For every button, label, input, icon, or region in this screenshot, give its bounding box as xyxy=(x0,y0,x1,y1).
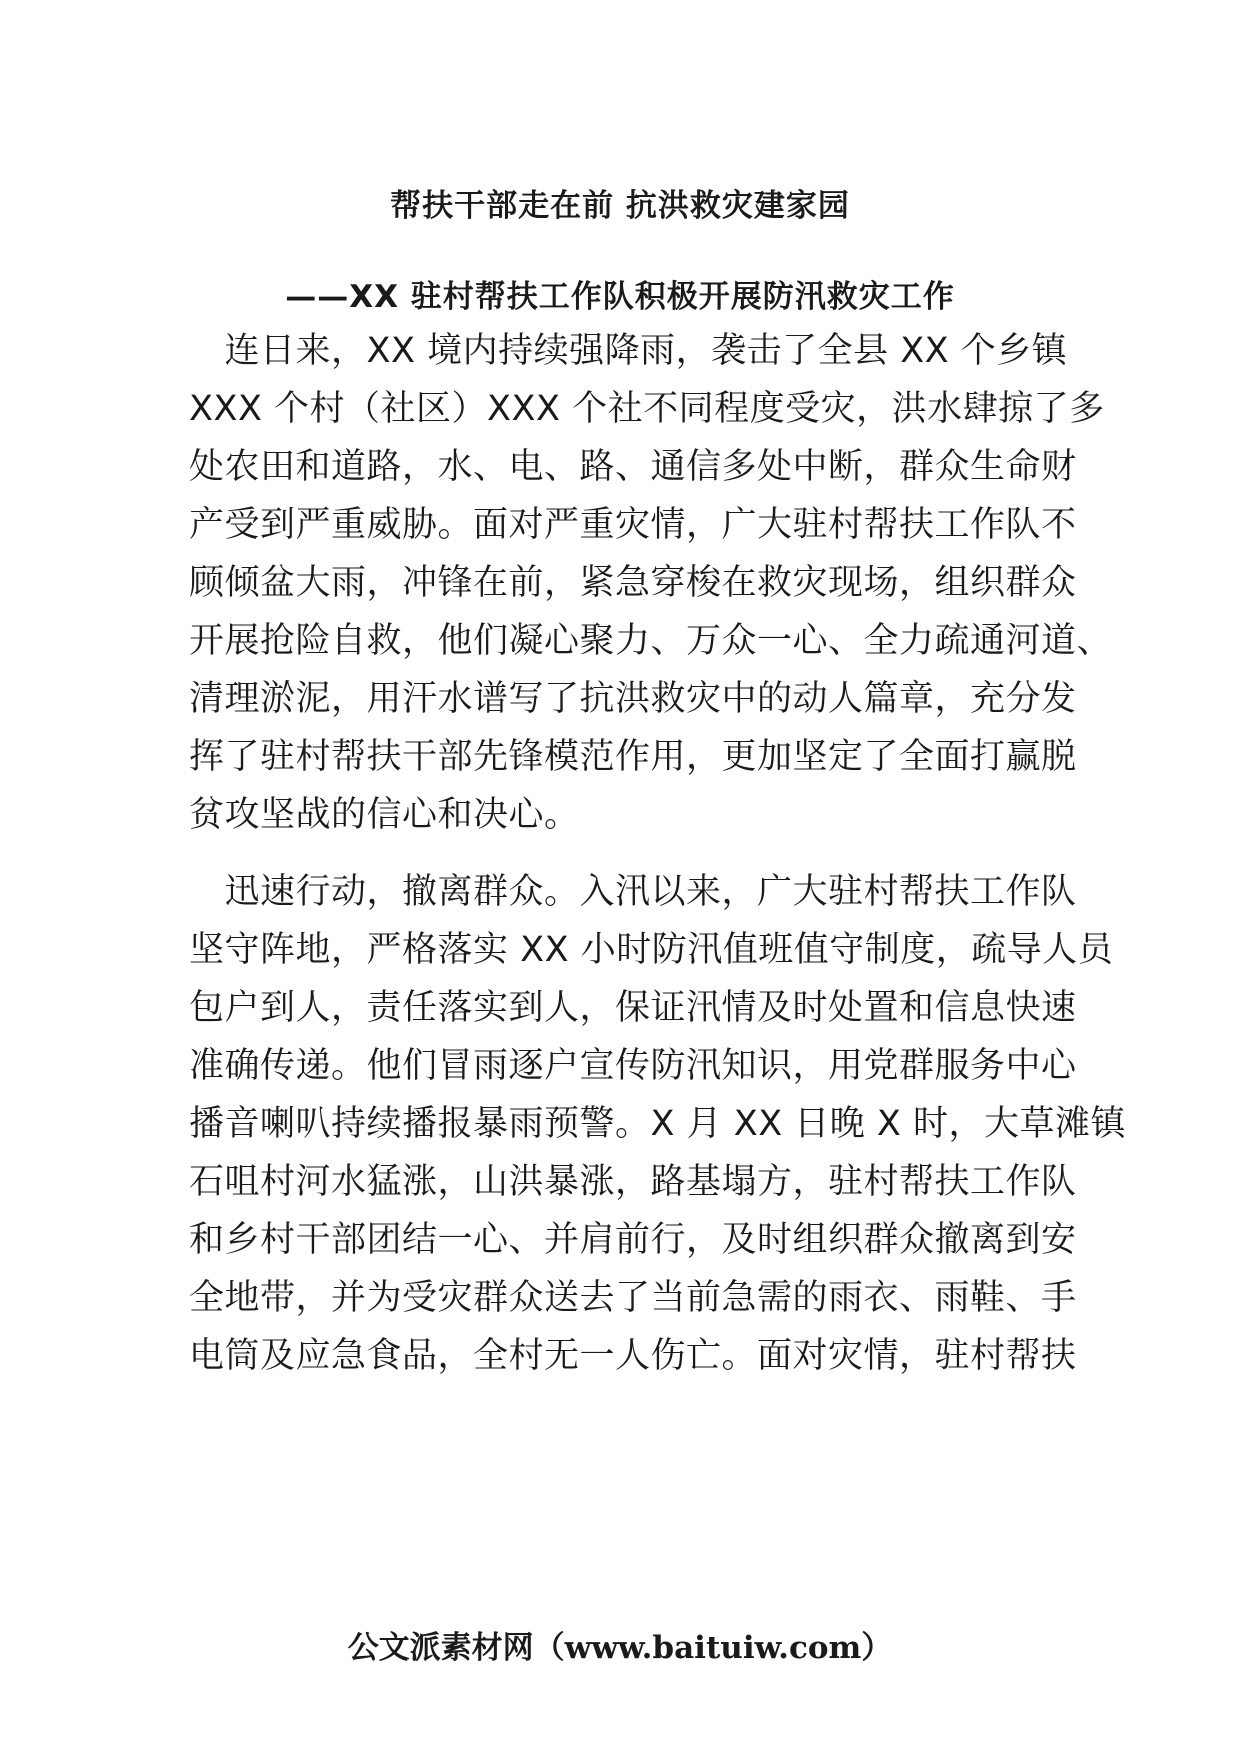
paragraph-line: 开展抢险自救，他们凝心聚力、万众一心、全力疏通河道、 xyxy=(189,621,1113,661)
paragraph-line: 顾倾盆大雨，冲锋在前，紧急穿梭在救灾现场，组织群众 xyxy=(189,563,1077,603)
paragraph-line: 石咀村河水猛涨，山洪暴涨，路基塌方，驻村帮扶工作队 xyxy=(189,1162,1077,1202)
paragraph-line: 挥了驻村帮扶干部先锋模范作用，更加坚定了全面打赢脱 xyxy=(189,737,1077,777)
footer-watermark: 公文派素材网（www.baituiw.com） xyxy=(347,1630,893,1666)
paragraph-line: 电筒及应急食品，全村无一人伤亡。面对灾情，驻村帮扶 xyxy=(189,1336,1077,1376)
paragraph-line: 全地带，并为受灾群众送去了当前急需的雨衣、雨鞋、手 xyxy=(189,1278,1077,1318)
paragraph-line: 和乡村干部团结一心、并肩前行，及时组织群众撤离到安 xyxy=(189,1220,1077,1260)
paragraph-line: 播音喇叭持续播报暴雨预警。X 月 XX 日晚 X 时，大草滩镇 xyxy=(189,1104,1127,1144)
paragraph-line: 准确传递。他们冒雨逐户宣传防汛知识，用党群服务中心 xyxy=(189,1046,1077,1086)
paragraph-line: 清理淤泥，用汗水谱写了抗洪救灾中的动人篇章，充分发 xyxy=(189,679,1077,719)
paragraph-line: XXX 个村（社区）XXX 个社不同程度受灾，洪水肆掠了多 xyxy=(189,389,1105,429)
paragraph-line: 坚守阵地，严格落实 XX 小时防汛值班值守制度，疏导人员 xyxy=(189,930,1114,970)
paragraph-line: 贫攻坚战的信心和决心。 xyxy=(189,795,580,835)
paragraph-line: 产受到严重威胁。面对严重灾情，广大驻村帮扶工作队不 xyxy=(189,505,1077,545)
paragraph-line: 处农田和道路，水、电、路、通信多处中断，群众生命财 xyxy=(189,447,1077,487)
document-subtitle: ——XX 驻村帮扶工作队积极开展防汛救灾工作 xyxy=(285,279,955,315)
paragraph-line: 连日来，XX 境内持续强降雨，袭击了全县 XX 个乡镇 xyxy=(189,331,1068,371)
document-title: 帮扶干部走在前 抗洪救灾建家园 xyxy=(390,188,850,224)
paragraph-line: 迅速行动，撤离群众。入汛以来，广大驻村帮扶工作队 xyxy=(189,872,1077,912)
paragraph-line: 包户到人，责任落实到人，保证汛情及时处置和信息快速 xyxy=(189,988,1077,1028)
